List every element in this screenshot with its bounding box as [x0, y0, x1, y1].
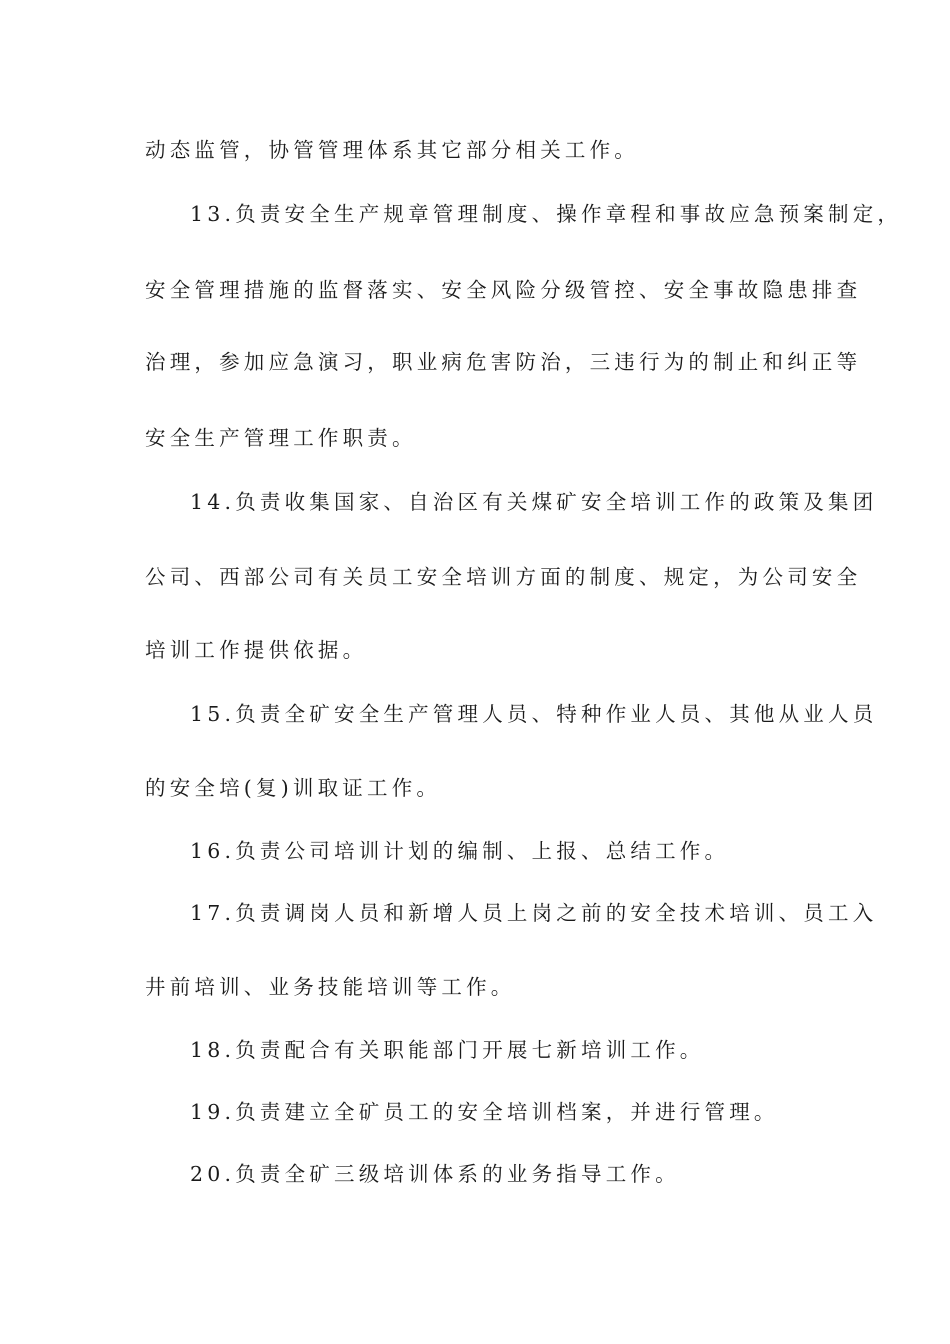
paragraph-line: 安全生产管理工作职责。	[145, 426, 417, 450]
paragraph-line: 井前培训、业务技能培训等工作。	[145, 975, 516, 999]
paragraph-line: 治理，参加应急演习，职业病危害防治，三违行为的制止和纠正等	[145, 350, 862, 374]
paragraph-line: 14.负责收集国家、自治区有关煤矿安全培训工作的政策及集团	[190, 490, 878, 514]
paragraph-line: 19.负责建立全矿员工的安全培训档案，并进行管理。	[190, 1100, 779, 1124]
paragraph-line: 18.负责配合有关职能部门开展七新培训工作。	[190, 1038, 705, 1062]
paragraph-line: 15.负责全矿安全生产管理人员、特种作业人员、其他从业人员	[190, 702, 878, 726]
paragraph-line: 的安全培(复)训取证工作。	[145, 776, 442, 800]
paragraph-line: 13.负责安全生产规章管理制度、操作章程和事故应急预案制定，	[190, 202, 903, 226]
paragraph-line: 安全管理措施的监督落实、安全风险分级管控、安全事故隐患排查	[145, 278, 862, 302]
paragraph-line: 20.负责全矿三级培训体系的业务指导工作。	[190, 1162, 680, 1186]
paragraph-line: 17.负责调岗人员和新增人员上岗之前的安全技术培训、员工入	[190, 901, 878, 925]
paragraph-line: 动态监管，协管管理体系其它部分相关工作。	[145, 138, 639, 162]
paragraph-line: 培训工作提供依据。	[145, 638, 368, 662]
paragraph-line: 16.负责公司培训计划的编制、上报、总结工作。	[190, 839, 730, 863]
paragraph-line: 公司、西部公司有关员工安全培训方面的制度、规定，为公司安全	[145, 565, 862, 589]
